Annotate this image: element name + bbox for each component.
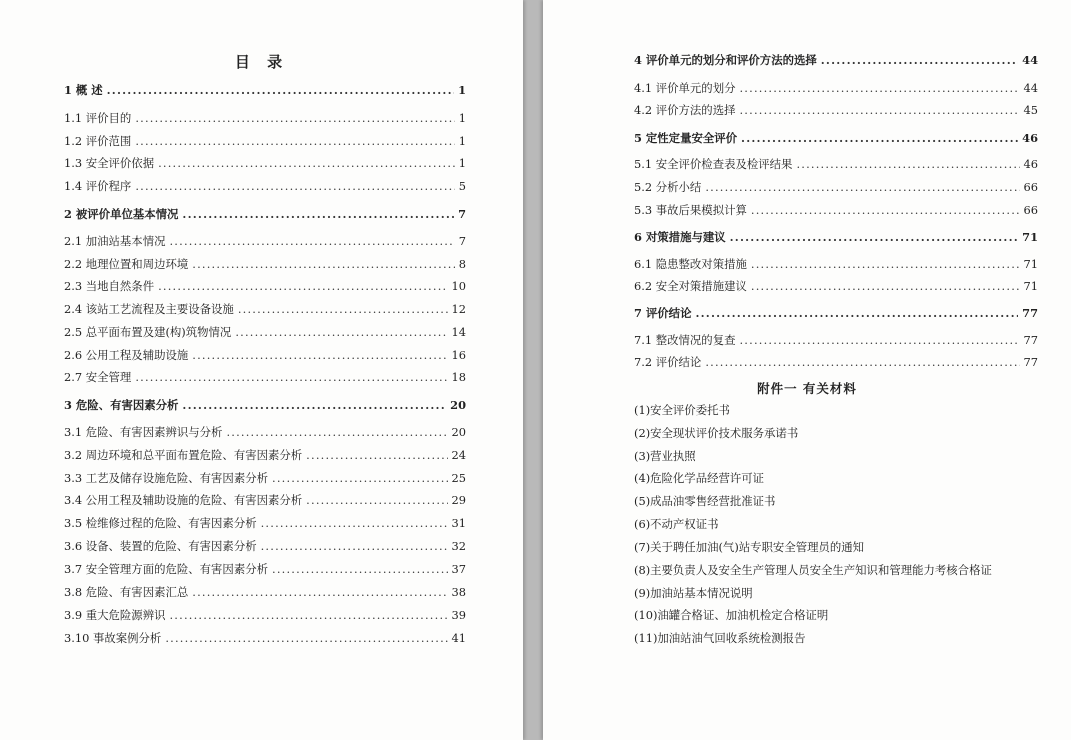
dot-leader (272, 471, 448, 485)
dot-leader (158, 279, 447, 293)
toc-chapter-entry (634, 53, 1038, 67)
toc-entry-text: 1.2 评价范围 (64, 134, 132, 148)
toc-chapter-entry (634, 230, 1038, 244)
toc-section-entry (64, 134, 466, 148)
toc-section-entry (634, 180, 1038, 194)
dot-leader (182, 207, 454, 221)
attachment-item: (3)营业执照 (634, 449, 696, 463)
toc-page-number: 16 (451, 348, 466, 362)
toc-entry-text: 2.7 安全管理 (64, 370, 132, 384)
toc-entry-text: 3.7 安全管理方面的危险、有害因素分析 (64, 562, 268, 576)
toc-section-entry (64, 279, 466, 293)
toc-page-number: 71 (1023, 279, 1038, 293)
toc-section-entry (64, 493, 466, 507)
dot-leader (739, 103, 1019, 117)
toc-section-entry (634, 203, 1038, 217)
toc-section-entry (64, 370, 466, 384)
dot-leader (705, 180, 1019, 194)
toc-page-number: 37 (451, 562, 466, 576)
toc-section-entry (64, 539, 466, 553)
toc-chapter-entry (64, 398, 466, 412)
toc-entry-text: 2 被评价单位基本情况 (64, 207, 179, 221)
toc-entry-text: 1.1 评价目的 (64, 111, 132, 125)
dot-leader (751, 279, 1020, 293)
attachment-item: (9)加油站基本情况说明 (634, 586, 753, 600)
toc-section-entry (634, 157, 1038, 171)
toc-page-number: 14 (451, 325, 466, 339)
dot-leader (165, 631, 447, 645)
toc-page-number: 20 (451, 425, 466, 439)
toc-page-number: 1 (458, 111, 466, 125)
dot-leader (169, 608, 447, 622)
dot-leader (192, 585, 447, 599)
attachment-item: (5)成品油零售经营批准证书 (634, 494, 776, 508)
toc-section-entry (64, 302, 466, 316)
dot-leader (730, 230, 1019, 244)
toc-page-number: 77 (1023, 355, 1038, 369)
toc-page-number: 7 (458, 234, 466, 248)
dot-leader (306, 448, 447, 462)
toc-page-number: 41 (451, 631, 466, 645)
toc-page-number: 1 (458, 83, 466, 97)
toc-page-number: 1 (458, 134, 466, 148)
attachment-item: (7)关于聘任加油(气)站专职安全管理员的通知 (634, 540, 865, 554)
dot-leader (169, 234, 454, 248)
toc-entry-text: 3.10 事故案例分析 (64, 631, 162, 645)
toc-entry-text: 7 评价结论 (634, 306, 692, 320)
attachment-item: (11)加油站油气回收系统检测报告 (634, 631, 806, 645)
attachment-item: (4)危险化学品经营许可证 (634, 471, 765, 485)
dot-leader (739, 333, 1019, 347)
dot-leader (695, 306, 1018, 320)
dot-leader (751, 203, 1020, 217)
toc-entry-text: 3.8 危险、有害因素汇总 (64, 585, 189, 599)
toc-page-number: 66 (1023, 203, 1038, 217)
dot-leader (192, 348, 447, 362)
dot-leader (751, 257, 1020, 271)
attachment-item: (8)主要负责人及安全生产管理人员安全生产知识和管理能力考核合格证 (634, 563, 992, 577)
toc-entry-text: 4 评价单元的划分和评价方法的选择 (634, 53, 817, 67)
toc-entry-text: 2.3 当地自然条件 (64, 279, 155, 293)
toc-section-entry (64, 325, 466, 339)
attachment-item: (1)安全评价委托书 (634, 403, 730, 417)
toc-page-number: 46 (1022, 131, 1038, 145)
toc-page-number: 46 (1023, 157, 1038, 171)
dot-leader (261, 539, 448, 553)
toc-chapter-entry (634, 306, 1038, 320)
toc-page-number: 29 (451, 493, 466, 507)
toc-page-number: 77 (1022, 306, 1038, 320)
toc-section-entry (64, 608, 466, 622)
toc-title: 目 录 (234, 53, 289, 71)
toc-entry-text: 5.1 安全评价检查表及检评结果 (634, 157, 793, 171)
dot-leader (741, 131, 1018, 145)
dot-leader (306, 493, 447, 507)
toc-page-number: 25 (451, 471, 466, 485)
toc-section-entry (64, 425, 466, 439)
toc-entry-text: 5.3 事故后果模拟计算 (634, 203, 747, 217)
toc-page-number: 1 (458, 156, 466, 170)
toc-section-entry (64, 234, 466, 248)
dot-leader (158, 156, 455, 170)
toc-section-entry (64, 156, 466, 170)
appendix-title: 附件一 有关材料 (757, 381, 857, 396)
toc-entry-text: 6.1 隐患整改对策措施 (634, 257, 747, 271)
dot-leader (135, 370, 447, 384)
toc-page-number: 20 (450, 398, 466, 412)
toc-chapter-entry (634, 131, 1038, 145)
toc-page-number: 39 (451, 608, 466, 622)
toc-page-number: 66 (1023, 180, 1038, 194)
toc-page-number: 8 (458, 257, 466, 271)
toc-entry-text: 4.1 评价单元的划分 (634, 81, 736, 95)
toc-section-entry (634, 81, 1038, 95)
toc-entry-text: 2.4 该站工艺流程及主要设备设施 (64, 302, 234, 316)
toc-entry-text: 2.5 总平面布置及建(构)筑物情况 (64, 325, 232, 339)
dot-leader (135, 134, 454, 148)
toc-chapter-entry (64, 83, 466, 97)
dot-leader (182, 398, 446, 412)
toc-entry-text: 3.5 检维修过程的危险、有害因素分析 (64, 516, 257, 530)
toc-entry-text: 5 定性定量安全评价 (634, 131, 738, 145)
toc-page-number: 7 (458, 207, 466, 221)
right-page (543, 0, 1071, 740)
toc-page-number: 44 (1023, 81, 1038, 95)
toc-entry-text: 7.2 评价结论 (634, 355, 702, 369)
toc-chapter-entry (64, 207, 466, 221)
toc-section-entry (64, 179, 466, 193)
toc-entry-text: 6.2 安全对策措施建议 (634, 279, 747, 293)
toc-section-entry (634, 103, 1038, 117)
toc-entry-text: 4.2 评价方法的选择 (634, 103, 736, 117)
dot-leader (739, 81, 1019, 95)
dot-leader (261, 516, 448, 530)
dot-leader (226, 425, 447, 439)
toc-entry-text: 3.3 工艺及储存设施危险、有害因素分析 (64, 471, 268, 485)
toc-page-number: 71 (1023, 257, 1038, 271)
toc-section-entry (64, 562, 466, 576)
dot-leader (705, 355, 1019, 369)
toc-entry-text: 3.4 公用工程及辅助设施的危险、有害因素分析 (64, 493, 303, 507)
toc-entry-text: 7.1 整改情况的复查 (634, 333, 736, 347)
toc-section-entry (634, 355, 1038, 369)
dot-leader (192, 257, 454, 271)
dot-leader (135, 179, 454, 193)
attachment-item: (2)安全现状评价技术服务承诺书 (634, 426, 799, 440)
toc-section-entry (634, 279, 1038, 293)
toc-page-number: 18 (451, 370, 466, 384)
toc-section-entry (64, 471, 466, 485)
dot-leader (272, 562, 448, 576)
toc-section-entry (634, 333, 1038, 347)
toc-entry-text: 3.1 危险、有害因素辨识与分析 (64, 425, 223, 439)
toc-section-entry (64, 516, 466, 530)
toc-page-number: 71 (1022, 230, 1038, 244)
dot-leader (135, 111, 454, 125)
dot-leader (796, 157, 1019, 171)
toc-entry-text: 1.4 评价程序 (64, 179, 132, 193)
toc-entry-text: 3.9 重大危险源辨识 (64, 608, 166, 622)
toc-entry-text: 6 对策措施与建议 (634, 230, 726, 244)
toc-entry-text: 1 概 述 (64, 83, 103, 97)
toc-page-number: 24 (451, 448, 466, 462)
attachment-item: (6)不动产权证书 (634, 517, 719, 531)
dot-leader (107, 83, 454, 97)
toc-entry-text: 2.2 地理位置和周边环境 (64, 257, 189, 271)
toc-page-number: 38 (451, 585, 466, 599)
attachment-item: (10)油罐合格证、加油机检定合格证明 (634, 608, 829, 622)
toc-section-entry (64, 348, 466, 362)
toc-page-number: 12 (451, 302, 466, 316)
toc-page-number: 10 (451, 279, 466, 293)
left-page (0, 0, 523, 740)
toc-entry-text: 3.2 周边环境和总平面布置危险、有害因素分析 (64, 448, 303, 462)
toc-page-number: 32 (451, 539, 466, 553)
toc-page-number: 5 (458, 179, 466, 193)
toc-entry-text: 5.2 分析小结 (634, 180, 702, 194)
toc-section-entry (634, 257, 1038, 271)
toc-entry-text: 3 危险、有害因素分析 (64, 398, 179, 412)
toc-entry-text: 2.1 加油站基本情况 (64, 234, 166, 248)
toc-page-number: 45 (1023, 103, 1038, 117)
dot-leader (821, 53, 1018, 67)
toc-section-entry (64, 111, 466, 125)
toc-entry-text: 2.6 公用工程及辅助设施 (64, 348, 189, 362)
toc-section-entry (64, 631, 466, 645)
toc-entry-text: 3.6 设备、装置的危险、有害因素分析 (64, 539, 257, 553)
toc-page-number: 77 (1023, 333, 1038, 347)
toc-section-entry (64, 585, 466, 599)
toc-page-number: 31 (451, 516, 466, 530)
toc-page-number: 44 (1022, 53, 1038, 67)
toc-section-entry (64, 448, 466, 462)
toc-entry-text: 1.3 安全评价依据 (64, 156, 155, 170)
dot-leader (238, 302, 448, 316)
dot-leader (235, 325, 447, 339)
toc-section-entry (64, 257, 466, 271)
